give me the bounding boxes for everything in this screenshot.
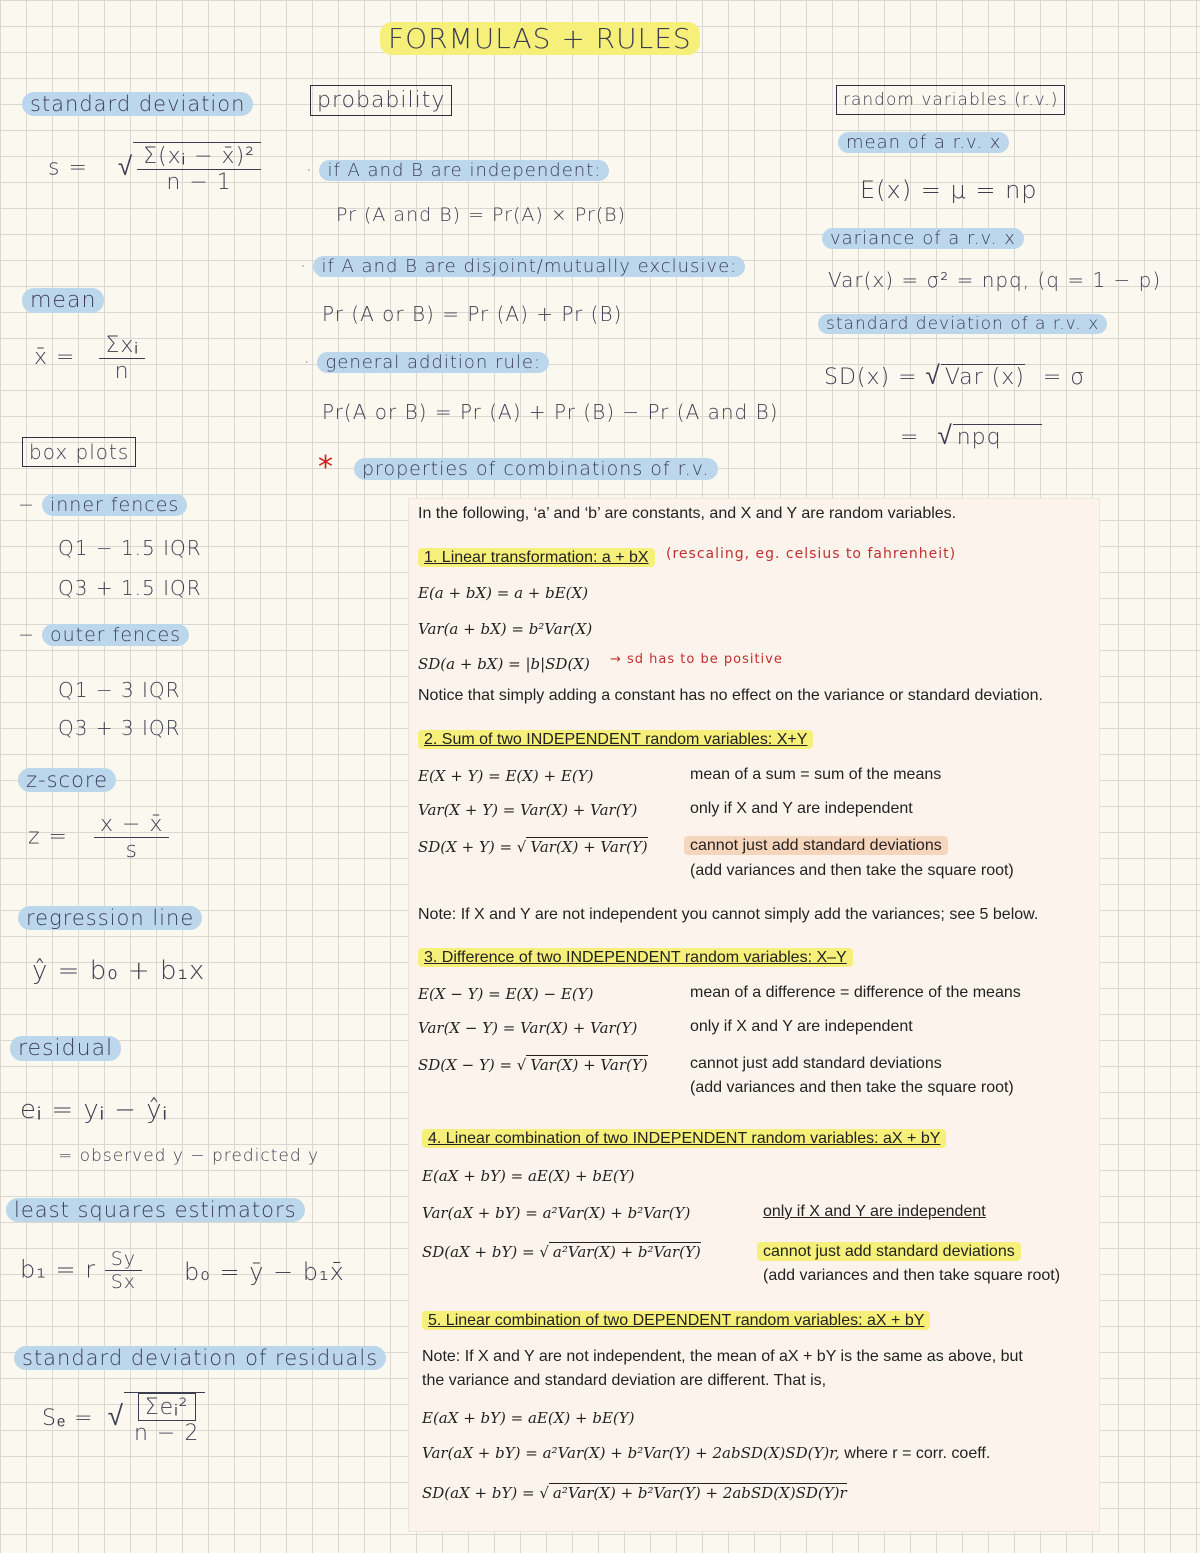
- rv-sd-equation: SD(x) = √ Var (x) = σ: [824, 361, 1086, 391]
- z-score-formula: z = $\frac{x - x̄}{s}$: [28, 812, 169, 863]
- s2-sd: SD(X + Y) = √ Var(X) + Var(Y): [418, 838, 648, 856]
- s2-e-note: mean of a sum = sum of the means: [690, 766, 942, 783]
- s1-e: E(a + bX) = a + bE(X): [418, 584, 589, 602]
- page-title: FORMULAS + RULES: [380, 22, 700, 55]
- s5-note1: Note: If X and Y are not independent, the mean of aX + bY is the same as above, but: [422, 1348, 1023, 1365]
- se-formula: Sₑ = √ $\frac{\text{Σeᵢ²}}{n - 2}$: [42, 1392, 205, 1446]
- sd-residuals-heading: standard deviation of residuals: [14, 1346, 386, 1370]
- s1-notice: Notice that simply adding a constant has no effect on the variance or standard deviation.: [418, 687, 1043, 704]
- rv-sd-equation-2: = √ npq: [900, 420, 1042, 451]
- sd-formula: s = √ $\frac{\text{Σ(xᵢ − x̄)²}}{n - 1}$: [48, 142, 261, 195]
- disjoint-label: · if A and B are disjoint/mutually exclusive:: [300, 256, 745, 277]
- s1-note: (rescaling, eg. celsius to fahrenheit): [666, 546, 957, 562]
- lse-heading: least squares estimators: [6, 1198, 305, 1222]
- b0-formula: b₀ = ȳ − b₁x̄: [184, 1258, 345, 1286]
- panel-intro: In the following, ‘a’ and ‘b’ are constants, and X and Y are random variables.: [418, 505, 957, 522]
- s4-var: Var(aX + bY) = a²Var(X) + b²Var(Y): [422, 1204, 691, 1222]
- s1-sd-note: → sd has to be positive: [610, 652, 783, 667]
- inner-fence-high: Q3 + 1.5 IQR: [58, 576, 202, 600]
- regression-heading: regression line: [18, 906, 202, 930]
- general-addition-equation: Pr(A or B) = Pr (A) + Pr (B) − Pr (A and B): [322, 400, 779, 424]
- rv-variance-equation: Var(x) = σ² = npq, (q = 1 − p): [828, 268, 1162, 292]
- s2-title: 2. Sum of two INDEPENDENT random variables: X+Y: [418, 731, 813, 749]
- s2-sd-note2: (add variances and then take the square root): [690, 862, 1014, 879]
- s5-e: E(aX + bY) = aE(X) + bE(Y): [422, 1409, 635, 1427]
- s1-title: 1. Linear transformation: a + bX: [418, 549, 655, 567]
- s3-var: Var(X − Y) = Var(X) + Var(Y): [418, 1019, 638, 1037]
- s3-e: E(X − Y) = E(X) − E(Y): [418, 985, 594, 1003]
- z-score-heading: z-score: [18, 768, 116, 792]
- s2-note: Note: If X and Y are not independent you cannot simply add the variances; see 5 below.: [418, 906, 1039, 923]
- s3-sd-note1: cannot just add standard deviations: [690, 1055, 942, 1072]
- disjoint-equation: Pr (A or B) = Pr (A) + Pr (B): [322, 302, 623, 326]
- regression-equation: ŷ = b₀ + b₁x: [32, 956, 206, 986]
- s3-sd: SD(X − Y) = √ Var(X) + Var(Y): [418, 1056, 648, 1074]
- s2-sd-note1: cannot just add standard deviations: [684, 837, 948, 855]
- s3-sd-note2: (add variances and then take the square root): [690, 1079, 1014, 1096]
- probability-heading: probability: [310, 88, 452, 113]
- mean-formula: x̄ = $\frac{\text{Σxᵢ}}{n}$: [34, 332, 145, 384]
- independent-label: · if A and B are independent:: [306, 160, 609, 181]
- residual-equation: eᵢ = yᵢ − ŷᵢ: [20, 1095, 168, 1125]
- s3-title: 3. Difference of two INDEPENDENT random variables: X–Y: [418, 949, 853, 967]
- s1-var: Var(a + bX) = b²Var(X): [418, 620, 593, 638]
- properties-label: properties of combinations of r.v.: [354, 458, 718, 480]
- s5-title: 5. Linear combination of two DEPENDENT random variables: aX + bY: [422, 1312, 930, 1330]
- s3-e-note: mean of a difference = difference of the means: [690, 984, 1021, 1001]
- general-addition-label: · general addition rule:: [304, 352, 549, 373]
- rv-sd-label: standard deviation of a r.v. x: [818, 314, 1107, 334]
- rv-mean-label: mean of a r.v. x: [838, 132, 1009, 153]
- s5-sd: SD(aX + bY) = √ a²Var(X) + b²Var(Y) + 2abSD(X)SD(Y)r: [422, 1484, 847, 1502]
- s5-note2: the variance and standard deviation are different. That is,: [422, 1372, 827, 1389]
- s2-var: Var(X + Y) = Var(X) + Var(Y): [418, 801, 638, 819]
- independent-equation: Pr (A and B) = Pr(A) × Pr(B): [336, 204, 627, 226]
- s1-sd: SD(a + bX) = |b|SD(X): [418, 655, 590, 673]
- s4-sd-note2: (add variances and then take square root): [763, 1267, 1061, 1284]
- s4-title: 4. Linear combination of two INDEPENDENT random variables: aX + bY: [422, 1130, 946, 1148]
- s5-var: Var(aX + bY) = a²Var(X) + b²Var(Y) + 2abSD(X)SD(Y)r, where r = corr. coeff.: [422, 1444, 991, 1462]
- outer-fence-low: Q1 − 3 IQR: [58, 678, 181, 702]
- rv-variance-label: variance of a r.v. x: [822, 228, 1024, 249]
- b1-formula: b₁ = r $\frac{Sy}{Sx}$: [20, 1248, 142, 1293]
- s2-e: E(X + Y) = E(X) + E(Y): [418, 767, 594, 785]
- s4-var-note: only if X and Y are independent: [763, 1203, 986, 1220]
- s2-var-note: only if X and Y are independent: [690, 800, 913, 817]
- outer-fence-high: Q3 + 3 IQR: [58, 716, 181, 740]
- star-icon: *: [318, 450, 333, 485]
- mean-heading: mean: [22, 288, 104, 313]
- s4-e: E(aX + bY) = aE(X) + bE(Y): [422, 1167, 635, 1185]
- inner-fence-low: Q1 − 1.5 IQR: [58, 536, 202, 560]
- outer-fences-label: − outer fences: [18, 624, 189, 646]
- s4-sd-note1: cannot just add standard deviations: [757, 1243, 1021, 1261]
- residual-heading: residual: [10, 1036, 121, 1061]
- residual-note: = observed y − predicted y: [58, 1146, 320, 1166]
- box-plots-heading: box plots: [22, 440, 136, 464]
- rv-heading: random variables (r.v.): [836, 90, 1065, 110]
- inner-fences-label: − inner fences: [18, 494, 187, 516]
- sd-heading: standard deviation: [22, 92, 253, 116]
- rv-mean-equation: E(x) = μ = np: [860, 176, 1038, 204]
- s4-sd: SD(aX + bY) = √ a²Var(X) + b²Var(Y): [422, 1243, 701, 1261]
- s3-var-note: only if X and Y are independent: [690, 1018, 913, 1035]
